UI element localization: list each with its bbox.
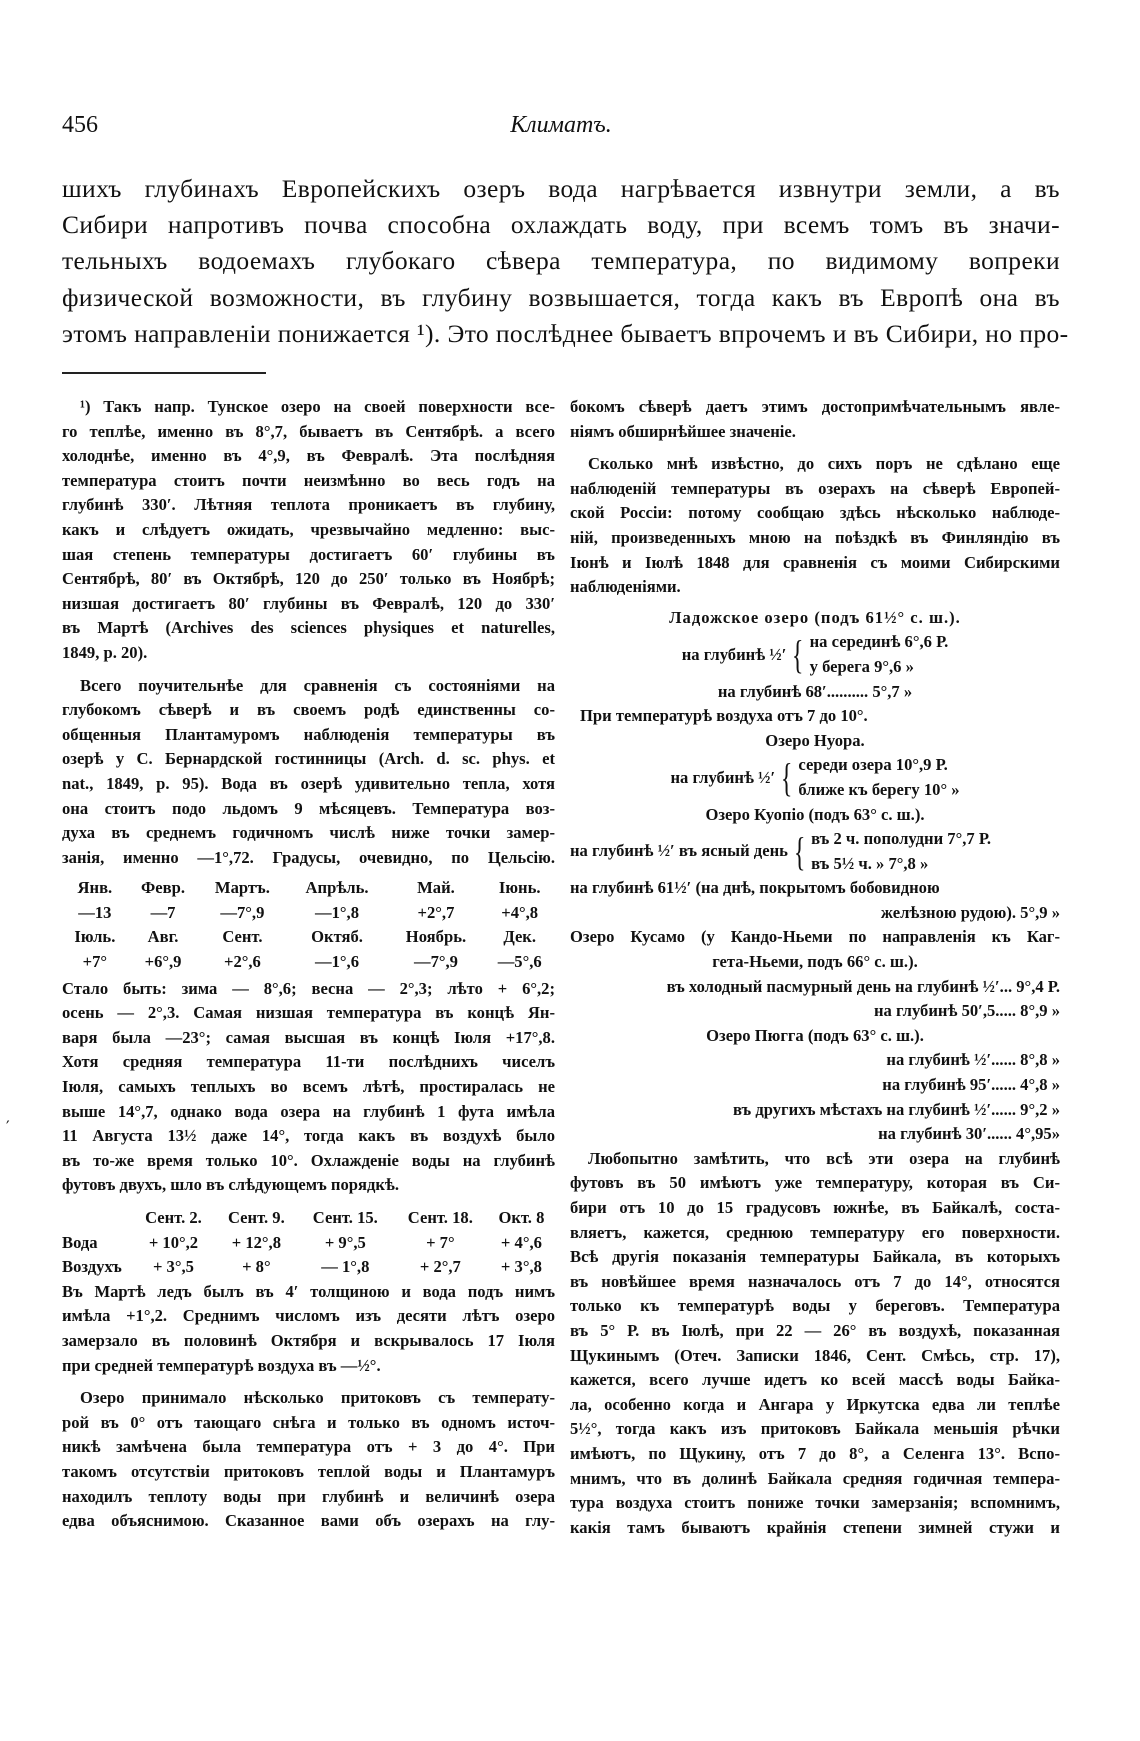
table-row-months-1 bbox=[62, 876, 555, 901]
cooling-table-header bbox=[62, 1206, 555, 1231]
table-cell: + 12°,8 bbox=[231, 1232, 281, 1252]
table-row bbox=[62, 1231, 555, 1256]
depth-reading: середи озера 10°,9 Р. bbox=[798, 755, 948, 775]
month-header: Іюль. bbox=[74, 927, 116, 947]
footnote-paragraph-finland bbox=[570, 452, 1060, 600]
column-header: Сент. 9. bbox=[227, 1208, 285, 1227]
footnote-line: Хотя средняя температура 11-ти послѣднихъ чиселъ bbox=[62, 1052, 555, 1072]
column-header: Сент. 18. bbox=[407, 1208, 473, 1227]
body-line: этомъ направленіи понижается ¹). Это послѣднее бываетъ впрочемъ и въ Сибири, но про- bbox=[62, 318, 1069, 348]
footnote-line: ній, произведенныхъ мною на поѣздкѣ въ Финляндію въ bbox=[570, 527, 1060, 547]
lake-kusamo-section bbox=[570, 925, 1060, 1023]
footnote-line: осень — 2°,3. Самая низшая температура въ концѣ Ян- bbox=[62, 1003, 555, 1023]
body-line: шихъ глубинахъ Европейскихъ озеръ вода нагрѣвается извнутри земли, а въ bbox=[62, 174, 1060, 203]
table-cell: + 9°,5 bbox=[324, 1232, 366, 1252]
footnote-line: такомъ отсутствіи притоковъ теплой воды и Плантамуръ bbox=[62, 1461, 555, 1481]
footnote-line: Іюнѣ и Іюлѣ 1848 для сравненія съ моими Сибирскими bbox=[570, 552, 1060, 572]
footnote-line: ¹) Такъ напр. Тунское озеро на своей поверхности все- bbox=[80, 397, 555, 416]
lake-title: Озеро Куопіо (подъ 63° с. ш.). bbox=[705, 804, 925, 824]
month-header: Мартъ. bbox=[214, 878, 270, 898]
footnote-line: имѣютъ, по Щукину, отъ 7 до 8°, а Селенга 13°. Вспо- bbox=[570, 1443, 1060, 1463]
cooling-table bbox=[62, 1206, 555, 1280]
footnote-line: Сентябрѣ, 80′ въ Октябрѣ, 120 до 250′ только въ Ноябрѣ; bbox=[62, 569, 555, 589]
footnote-line: варя была —23°; самая высшая въ концѣ Іюля +17°,8. bbox=[62, 1027, 555, 1047]
footnote-line: 11 Августа 13½ даже 14°, тогда какъ въ воздухѣ было bbox=[62, 1126, 555, 1146]
footnote-line: занія, именно —1°,72. Градусы, очевидно, по Цельсію. bbox=[62, 847, 555, 867]
lake-title: Озеро Кусамо (у Кандо-Ньеми по направленія къ Каг- bbox=[570, 927, 1060, 947]
footnote-line: общенныя Плантамуромъ наблюденія температуры въ bbox=[62, 724, 555, 744]
month-value: —7 bbox=[150, 902, 176, 922]
table-row-months-2 bbox=[62, 925, 555, 950]
table-cell: — 1°,8 bbox=[321, 1257, 370, 1277]
footnote-line: Стало быть: зима — 8°,6; весна — 2°,3; лѣто + 6°,2; bbox=[62, 978, 555, 998]
footnote-line: какія тамъ бываютъ крайнія степени зимней стужи и bbox=[570, 1517, 1060, 1537]
footnote-line: Всѣ другія показанія температуры Байкала, въ которыхъ bbox=[570, 1247, 1060, 1267]
month-header: Іюнь. bbox=[498, 878, 541, 898]
footnote-paragraph-continuation bbox=[570, 395, 1060, 444]
table-cell: + 8° bbox=[242, 1257, 271, 1277]
month-header: Янв. bbox=[77, 878, 113, 898]
body-line: тельныхъ водоемахъ глубокаго сѣвера температура, по видимому вопреки bbox=[62, 246, 1060, 276]
table-cell: + 3°,5 bbox=[152, 1257, 194, 1277]
footnote-line: глубинѣ 330′. Лѣтняя теплота проникаетъ въ глубину, bbox=[62, 495, 555, 515]
footnote-line: температура стоитъ почти неизмѣнно во весь годъ на bbox=[62, 470, 555, 490]
footnote-line: озерѣ у С. Бернардской гостинницы (Arch. d. sc. phys. et bbox=[62, 749, 555, 769]
brace-icon: { bbox=[792, 631, 804, 677]
lake-title: Озеро Нуора. bbox=[765, 730, 865, 750]
depth-reading: на глубинѣ 50′,5..... 8°,9 » bbox=[873, 1001, 1060, 1021]
brace-icon: { bbox=[781, 754, 793, 800]
row-label: Воздухъ bbox=[62, 1257, 122, 1277]
footnote-line: въ Мартѣ (Archives des sciences physiques et naturelles, bbox=[62, 618, 555, 638]
depth-label: на глубинѣ ½′ bbox=[681, 644, 787, 664]
footnote-line: въ 5° Р. въ Іюлѣ, при 22 — 26° въ воздухѣ, показанная bbox=[570, 1320, 1060, 1340]
air-temp-note: При температурѣ воздуха отъ 7 до 10°. bbox=[580, 706, 868, 726]
lake-pyugga-section bbox=[570, 1024, 1060, 1147]
column-header: Сент. 2. bbox=[145, 1208, 202, 1227]
footnote-line: бокомъ сѣверѣ даетъ этимъ достопримѣчательнымъ явле- bbox=[570, 397, 1060, 416]
footnote-line: Іюля, самыхъ теплыхъ во всемъ лѣтѣ, простиралась не bbox=[62, 1077, 555, 1097]
depth-reading: на глубинѣ ½′...... 8°,8 » bbox=[886, 1050, 1060, 1070]
depth-brace-group bbox=[570, 630, 1060, 679]
footnote-line: едва объяснимою. Сказанное вами объ озерахъ на глу- bbox=[62, 1511, 555, 1531]
month-value: —7°,9 bbox=[220, 902, 265, 922]
lake-title: гета-Ньеми, подъ 66° с. ш.). bbox=[712, 952, 918, 972]
footnote-line: имѣла +1°,2. Среднимъ числомъ изъ десяти лѣтъ озеро bbox=[62, 1306, 555, 1326]
footnote-paragraph-baikal bbox=[570, 1147, 1060, 1541]
table-cell: + 3°,8 bbox=[500, 1257, 542, 1277]
month-header: Май. bbox=[417, 878, 455, 898]
column-header: Окт. 8 bbox=[498, 1208, 545, 1227]
footnote-line: вляетъ, кажется, среднюю температуру его поверхности. bbox=[570, 1222, 1060, 1242]
column-header bbox=[62, 1206, 132, 1231]
footnote-paragraph-plantamour bbox=[62, 674, 555, 871]
month-header: Сент. bbox=[222, 927, 263, 947]
footnote-line: бири отъ 10 до 15 градусовъ южнѣе, въ Байкалѣ, соста- bbox=[570, 1198, 1060, 1217]
table-cell: + 2°,7 bbox=[419, 1257, 461, 1277]
main-body-text bbox=[62, 171, 1069, 352]
month-value: +4°,8 bbox=[501, 902, 539, 922]
footnote-line: холоднѣе, именно въ 4°,9, въ Февралѣ. Эта послѣдняя bbox=[62, 446, 555, 466]
brace-icon: { bbox=[793, 828, 806, 874]
footnote-column-left bbox=[62, 395, 555, 1534]
footnote-paragraph-seasons bbox=[62, 977, 555, 1198]
footnote-line: го теплѣе, именно въ 8°,7, бываетъ въ Сентябрѣ. а всего bbox=[62, 421, 555, 441]
table-row-values-2 bbox=[62, 950, 555, 975]
footnote-line: тура воздуха стоитъ пониже точки замерзанія; вспомнимъ, bbox=[570, 1493, 1060, 1513]
footnote-line: наблюденій температуры въ озерахъ на сѣверѣ Европей- bbox=[570, 478, 1060, 498]
footnote-line: въ то-же время только 10°. Охлажденіе воды на глубинѣ bbox=[62, 1150, 555, 1170]
month-value: —13 bbox=[78, 902, 112, 922]
page-header bbox=[62, 112, 1060, 148]
footnote-line: мнимъ, что въ долинѣ Байкала средняя годичная темпера- bbox=[570, 1468, 1060, 1488]
monthly-temperature-table bbox=[62, 876, 555, 974]
lake-title: Ладожское озеро (подъ 61½° с. ш.). bbox=[669, 607, 961, 627]
lake-kuopio-section bbox=[570, 803, 1060, 926]
footnote-line: духа въ среднемъ годичномъ числѣ ниже точки замер- bbox=[62, 823, 555, 843]
footnote-line: замерзало въ половинѣ Октября и вскрывалось 17 Іюля bbox=[62, 1330, 555, 1350]
table-cell: + 10°,2 bbox=[148, 1232, 199, 1252]
footnote-line: наблюденіями. bbox=[570, 577, 681, 597]
depth-reading: въ другихъ мѣстахъ на глубинѣ ½′...... 9°,2 » bbox=[732, 1099, 1060, 1119]
footnote-line: 1849, p. 20). bbox=[62, 642, 148, 662]
footnote-paragraph-tun bbox=[62, 395, 555, 666]
footnote-paragraph-tributaries bbox=[62, 1386, 555, 1534]
month-value: +6°,9 bbox=[144, 952, 182, 972]
depth-brace-group bbox=[570, 827, 1060, 876]
running-title: Климатъ. bbox=[510, 112, 612, 138]
depth-reading: на глубинѣ 95′...... 4°,8 » bbox=[882, 1075, 1060, 1095]
footnote-line: Всего поучительнѣе для сравненія съ состояніями на bbox=[80, 675, 555, 695]
lake-nuora-section bbox=[570, 729, 1060, 803]
body-line: физической возможности, въ глубину возвышается, тогда какъ въ Европѣ она въ bbox=[62, 282, 1060, 312]
footnote-line: Въ Мартѣ ледъ былъ въ 4′ толщиною и вода подъ нимъ bbox=[62, 1281, 555, 1301]
month-value: +7° bbox=[82, 952, 108, 972]
footnote-line: глубокомъ сѣверѣ и въ своемъ родѣ единственны со- bbox=[62, 700, 555, 720]
depth-reading: желѣзною рудою). 5°,9 » bbox=[880, 902, 1060, 922]
depth-label: на глубинѣ ½′ bbox=[670, 767, 776, 787]
footnote-line: Озеро принимало нѣсколько притоковъ съ температу- bbox=[80, 1388, 555, 1408]
depth-reading: у берега 9°,6 » bbox=[809, 656, 914, 676]
footnote-line: 5½°, тогда какъ изъ притоковъ Байкала меньшія рѣчки bbox=[570, 1419, 1060, 1439]
month-header: Октяб. bbox=[311, 927, 363, 947]
footnote-line: nat., 1849, p. 95). Вода въ озерѣ удивительно тепла, хотя bbox=[62, 773, 555, 793]
footnote-line: Любопытно замѣтить, что всѣ эти озера на глубинѣ bbox=[588, 1148, 1060, 1168]
column-header: Сент. 15. bbox=[312, 1208, 378, 1227]
footnote-paragraph-ice bbox=[62, 1280, 555, 1378]
footnote-line: Щукинымъ (Отеч. Записки 1846, Сент. Смѣсь, стр. 17), bbox=[570, 1345, 1060, 1365]
month-header: Ноябрь. bbox=[405, 927, 467, 947]
footnote-line: ла, особенно когда и Ангара у Иркутска едва ли теплѣе bbox=[570, 1394, 1060, 1414]
depth-reading: на глубинѣ 61½′ (на днѣ, покрытомъ бобовидною bbox=[570, 878, 940, 898]
footnote-line: шая степень температуры достигаетъ 60′ глубины въ bbox=[62, 544, 555, 564]
depth-reading: въ 5½ ч. » 7°,8 » bbox=[811, 853, 929, 873]
depth-label: на глубинѣ ½′ въ ясный день bbox=[570, 841, 788, 861]
table-cell: + 7° bbox=[426, 1232, 455, 1252]
footnote-line: низшая достигаетъ 80′ глубины въ Февралѣ, 120 до 330′ bbox=[62, 593, 555, 613]
depth-reading: въ холодный пасмурный день на глубинѣ ½′... 9°,4 Р. bbox=[666, 976, 1060, 996]
row-label: Вода bbox=[62, 1232, 98, 1252]
footnote-line: при средней температурѣ воздуха въ —½°. bbox=[62, 1355, 381, 1375]
footnote-line: футовъ въ 50 имѣютъ уже температуру, которая въ Си- bbox=[570, 1173, 1060, 1193]
month-header: Дек. bbox=[503, 927, 537, 947]
depth-reading: на глубинѣ 68′.......... 5°,7 » bbox=[717, 681, 913, 701]
footnote-line: находилъ теплоту воды при глубинѣ и величинѣ озера bbox=[62, 1486, 555, 1506]
page-number: 456 bbox=[62, 112, 98, 138]
table-cell: + 4°,6 bbox=[500, 1232, 542, 1252]
footnote-column-right bbox=[570, 395, 1060, 1540]
lake-title: Озеро Пюгга (подъ 63° с. ш.). bbox=[706, 1025, 924, 1045]
footnote-line: выше 14°,7, однако вода озера на глубинѣ 1 фута имѣла bbox=[62, 1101, 555, 1121]
body-line: Сибири напротивъ почва способна охлаждать воду, при всемъ томъ въ значи- bbox=[62, 210, 1060, 240]
month-value: —1°,8 bbox=[315, 902, 360, 922]
month-header: Февр. bbox=[141, 878, 186, 898]
footnote-separator-rule bbox=[62, 372, 266, 374]
footnote-line: въ новѣйшее время назначалось отъ 7 до 14°, относятся bbox=[570, 1271, 1060, 1291]
month-header: Авг. bbox=[147, 927, 179, 947]
depth-reading: ближе къ берегу 10° » bbox=[798, 779, 960, 799]
depth-brace-group bbox=[570, 753, 1060, 802]
depth-reading: на серединѣ 6°,6 Р. bbox=[809, 632, 949, 652]
month-header: Апрѣль. bbox=[305, 878, 369, 898]
footnote-line: Сколько мнѣ извѣстно, до сихъ поръ не сдѣлано еще bbox=[588, 454, 1060, 474]
footnote-line: рой въ 0° отъ тающаго снѣга и только въ одномъ источ- bbox=[62, 1412, 555, 1432]
table-row bbox=[62, 1255, 555, 1280]
footnote-line: кажется, всего лучше идетъ ко всей массѣ воды Байка- bbox=[570, 1370, 1060, 1390]
footnote-line: она стоитъ подо льдомъ 9 мѣсяцевъ. Температура воз- bbox=[62, 798, 555, 818]
footnote-line: какъ и слѣдуетъ ожидать, чрезвычайно медленно: выс- bbox=[62, 519, 555, 539]
month-value: +2°,6 bbox=[223, 952, 261, 972]
footnote-line: ской Россіи: потому сообщаю здѣсь нѣсколько наблюде- bbox=[570, 503, 1060, 523]
lake-ladoga-section bbox=[570, 606, 1060, 729]
month-value: —7°,9 bbox=[413, 952, 458, 972]
footnote-line: никѣ замѣчена была температура отъ + 3 до 4°. При bbox=[62, 1437, 555, 1457]
margin-mark: ′ bbox=[6, 1117, 10, 1136]
month-value: —1°,6 bbox=[315, 952, 360, 972]
footnote-line: ніямъ обширнѣйшее значеніе. bbox=[570, 421, 796, 441]
footnote-line: футовъ двухъ, шло въ слѣдующемъ порядкѣ. bbox=[62, 1175, 400, 1195]
depth-reading: въ 2 ч. пополудни 7°,7 Р. bbox=[811, 829, 992, 849]
depth-reading: на глубинѣ 30′...... 4°,95» bbox=[878, 1124, 1060, 1144]
month-value: +2°,7 bbox=[417, 902, 455, 922]
footnote-line: только къ температурѣ воды у береговъ. Температура bbox=[570, 1296, 1060, 1316]
month-value: —5°,6 bbox=[497, 952, 542, 972]
table-row-values-1 bbox=[62, 901, 555, 926]
